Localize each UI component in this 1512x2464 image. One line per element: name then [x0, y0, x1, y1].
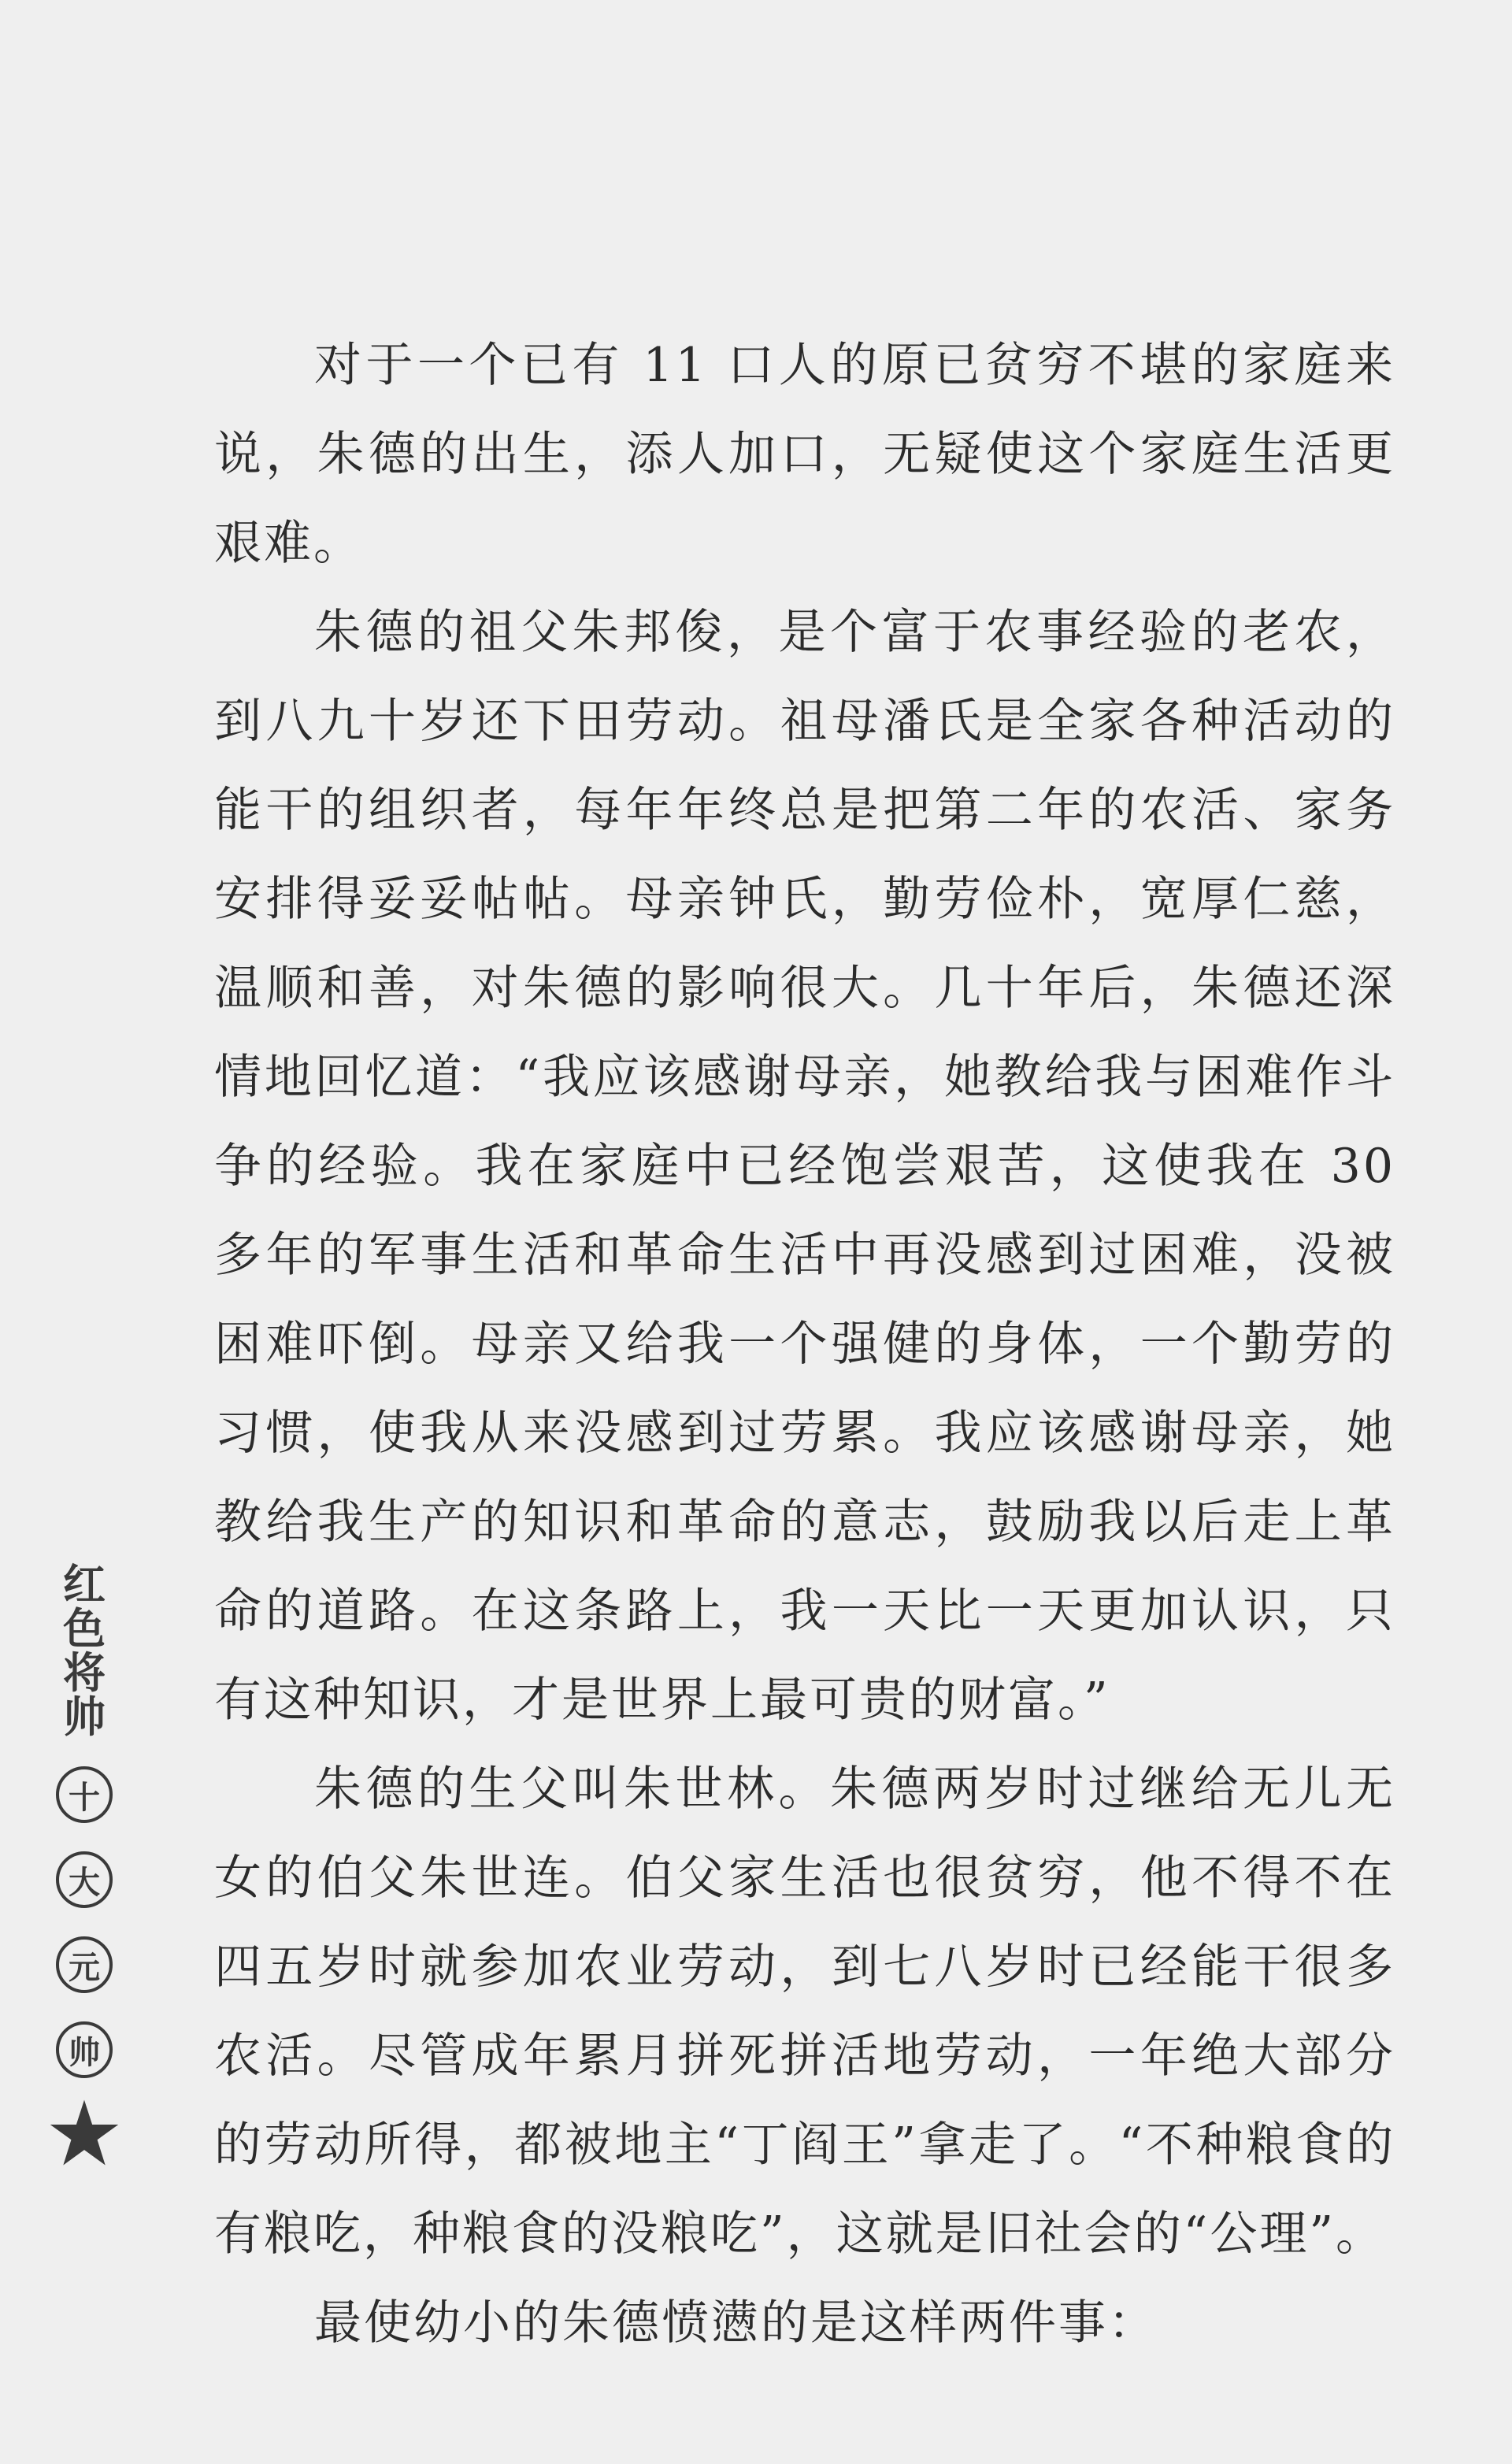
circled-char: 元	[56, 1936, 113, 1993]
body-text	[214, 321, 1395, 2368]
paragraph-4: 最使幼小的朱德愤懑的是这样两件事：	[314, 2295, 1158, 2351]
circled-char: 大	[56, 1851, 113, 1908]
circled-char: 十	[56, 1766, 113, 1823]
star-icon	[48, 2097, 120, 2169]
series-title-char: 色	[63, 1604, 106, 1654]
series-title-char: 帅	[63, 1692, 106, 1742]
circled-char: 帅	[56, 2021, 113, 2078]
paragraph-2: 朱德的祖父朱邦俊，是个富于农事经验的老农，到八九十岁还下田劳动。祖母潘氏是全家各种活动的能干的组织者，每年年终总是把第二年的农活、家务安排得妥妥帖帖。母亲钟氏，勤劳俭朴，宽厚仁慈，温顺和善，对朱德的影响很大。几十年后，朱德还深情地回忆道：“我应该感谢母亲，她教给我与困难作斗争的经验。我在家庭中已经饱尝艰苦，这使我在 30 多年的军事生活和革命生活中再没感到过困难，没被困难吓倒。母亲又给我一个强健的身体，一个勤劳的习惯，使我从来没感到过劳累。我应该感谢母亲，她教给我生产的知识和革命的意志，鼓励我以后走上革命的道路。在这条路上，我一天比一天更加认识，只有这种知识，才是世界上最可贵的财富。”	[214, 605, 1395, 1728]
paragraph-1: 对于一个已有 11 口人的原已贫穷不堪的家庭来说，朱德的出生，添人加口，无疑使这个家庭生活更艰难。	[214, 338, 1395, 571]
series-sidebar	[41, 1560, 128, 2169]
series-title-char: 将	[63, 1648, 106, 1698]
series-title-char: 红	[63, 1560, 106, 1610]
paragraph-3: 朱德的生父叫朱世林。朱德两岁时过继给无儿无女的伯父朱世连。伯父家生活也很贫穷，他不得不在四五岁时就参加农业劳动，到七八岁时已经能干很多农活。尽管成年累月拼死拼活地劳动，一年绝大部分的劳动所得，都被地主“丁阎王”拿走了。“不种粮食的有粮吃，种粮食的没粮吃”，这就是旧社会的“公理”。	[214, 1762, 1395, 2262]
